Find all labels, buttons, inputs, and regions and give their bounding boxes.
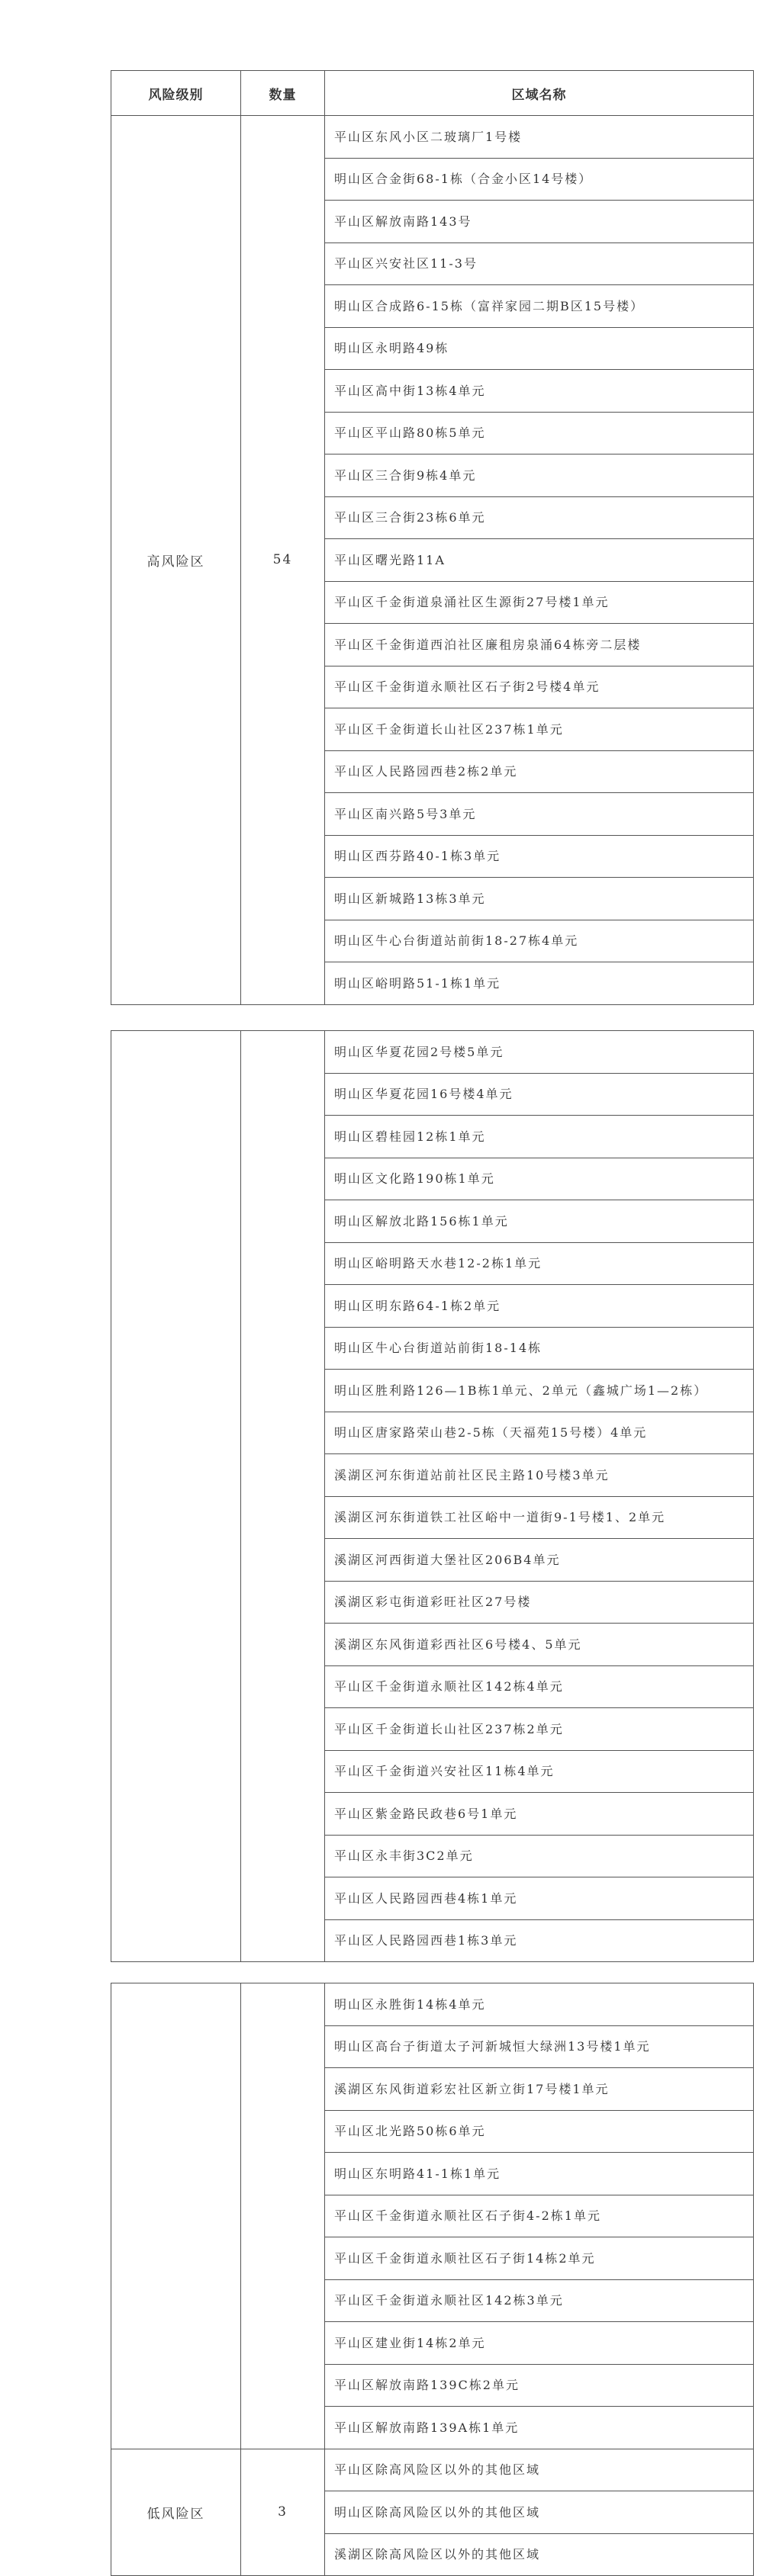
area-name-cell: 溪湖区东风街道彩西社区6号楼4、5单元 [325, 1624, 754, 1666]
table-header-row [111, 71, 754, 116]
area-name-cell: 平山区人民路园西巷2栋2单元 [325, 750, 754, 793]
area-name-cell: 平山区千金街道永顺社区石子街2号楼4单元 [325, 666, 754, 708]
area-name-cell: 平山区解放南路139C栋2单元 [325, 2364, 754, 2407]
area-name-cell: 明山区东明路41-1栋1单元 [325, 2153, 754, 2195]
area-name-cell: 平山区除高风险区以外的其他区域 [325, 2449, 754, 2491]
area-name-cell: 溪湖区河西街道大堡社区206B4单元 [325, 1539, 754, 1582]
risk-level-cell-high: 高风险区 [111, 116, 241, 1005]
area-name-cell: 平山区三合街9栋4单元 [325, 454, 754, 497]
area-name-cell: 明山区解放北路156栋1单元 [325, 1200, 754, 1243]
area-name-cell: 平山区平山路80栋5单元 [325, 412, 754, 454]
area-name-cell: 溪湖区彩屯街道彩旺社区27号楼 [325, 1581, 754, 1624]
area-name-cell: 平山区千金街道永顺社区142栋4单元 [325, 1665, 754, 1708]
area-name-cell: 平山区解放南路143号 [325, 201, 754, 243]
area-name-cell: 平山区紫金路民政巷6号1单元 [325, 1793, 754, 1836]
table-row [111, 1983, 754, 2026]
area-name-cell: 平山区千金街道永顺社区142栋3单元 [325, 2279, 754, 2322]
area-name-cell: 平山区三合街23栋6单元 [325, 496, 754, 539]
area-name-cell: 明山区华夏花园2号楼5单元 [325, 1031, 754, 1074]
area-name-cell: 平山区千金街道长山社区237栋2单元 [325, 1708, 754, 1751]
area-name-cell: 明山区除高风险区以外的其他区域 [325, 2491, 754, 2534]
area-name-cell: 明山区西芬路40-1栋3单元 [325, 835, 754, 878]
area-name-cell: 明山区胜利路126—1B栋1单元、2单元（鑫城广场1—2栋） [325, 1370, 754, 1412]
area-name-cell: 平山区千金街道长山社区237栋1单元 [325, 708, 754, 751]
area-name-cell: 平山区人民路园西巷1栋3单元 [325, 1919, 754, 1962]
area-name-cell: 明山区永明路49栋 [325, 327, 754, 370]
area-name-cell: 平山区永丰街3C2单元 [325, 1835, 754, 1877]
area-name-cell: 溪湖区除高风险区以外的其他区域 [325, 2533, 754, 2576]
table-row [111, 116, 754, 159]
risk-level-cell-continued [111, 1983, 241, 2449]
area-name-cell: 平山区曙光路11A [325, 539, 754, 582]
area-name-cell: 平山区千金街道永顺社区石子街14栋2单元 [325, 2237, 754, 2280]
area-name-cell: 明山区新城路13栋3单元 [325, 878, 754, 920]
area-name-cell: 明山区合金街68-1栋（合金小区14号楼） [325, 158, 754, 201]
header-count: 数量 [241, 71, 325, 116]
risk-table-segment-1 [111, 70, 754, 1005]
risk-level-cell-low: 低风险区 [111, 2449, 241, 2576]
area-name-cell: 明山区合成路6-15栋（富祥家园二期B区15号楼） [325, 285, 754, 328]
area-name-cell: 平山区千金街道西泊社区廉租房泉涌64栋旁二层楼 [325, 624, 754, 666]
table-row [111, 1031, 754, 1074]
area-name-cell: 明山区华夏花园16号楼4单元 [325, 1073, 754, 1116]
risk-count-cell-low: 3 [241, 2449, 325, 2576]
area-name-cell: 明山区高台子街道太子河新城恒大绿洲13号楼1单元 [325, 2025, 754, 2068]
area-name-cell: 平山区南兴路5号3单元 [325, 793, 754, 836]
area-name-cell: 平山区千金街道泉涌社区生源街27号楼1单元 [325, 581, 754, 624]
area-name-cell: 平山区千金街道永顺社区石子街4-2栋1单元 [325, 2195, 754, 2237]
area-name-cell: 平山区高中街13栋4单元 [325, 370, 754, 413]
risk-table-segment-2 [111, 1030, 754, 1962]
area-name-cell: 明山区牛心台街道站前街18-14栋 [325, 1327, 754, 1370]
area-name-cell: 溪湖区东风街道彩宏社区新立街17号楼1单元 [325, 2068, 754, 2111]
header-risk-level: 风险级别 [111, 71, 241, 116]
risk-count-cell-continued [241, 1031, 325, 1962]
area-name-cell: 明山区明东路64-1栋2单元 [325, 1285, 754, 1328]
risk-table-segment-3 [111, 1983, 754, 2576]
area-name-cell: 明山区碧桂园12栋1单元 [325, 1116, 754, 1158]
area-name-cell: 平山区建业街14栋2单元 [325, 2322, 754, 2365]
area-name-cell: 平山区兴安社区11-3号 [325, 243, 754, 285]
area-name-cell: 明山区文化路190栋1单元 [325, 1158, 754, 1200]
area-name-cell: 平山区北光路50栋6单元 [325, 2110, 754, 2153]
area-name-cell: 明山区永胜街14栋4单元 [325, 1983, 754, 2026]
area-name-cell: 明山区峪明路天水巷12-2栋1单元 [325, 1242, 754, 1285]
area-name-cell: 明山区峪明路51-1栋1单元 [325, 962, 754, 1005]
area-name-cell: 平山区人民路园西巷4栋1单元 [325, 1877, 754, 1920]
area-name-cell: 溪湖区河东街道站前社区民主路10号楼3单元 [325, 1454, 754, 1497]
area-name-cell: 明山区牛心台街道站前街18-27栋4单元 [325, 920, 754, 962]
area-name-cell: 平山区解放南路139A栋1单元 [325, 2407, 754, 2449]
risk-level-cell-continued [111, 1031, 241, 1962]
area-name-cell: 溪湖区河东街道铁工社区峪中一道街9-1号楼1、2单元 [325, 1496, 754, 1539]
area-name-cell: 平山区千金街道兴安社区11栋4单元 [325, 1750, 754, 1793]
table-row [111, 2449, 754, 2491]
risk-count-cell-high: 54 [241, 116, 325, 1005]
area-name-cell: 明山区唐家路荣山巷2-5栋（天福苑15号楼）4单元 [325, 1412, 754, 1454]
risk-count-cell-continued [241, 1983, 325, 2449]
header-area-name: 区域名称 [325, 71, 754, 116]
area-name-cell: 平山区东风小区二玻璃厂1号楼 [325, 116, 754, 159]
